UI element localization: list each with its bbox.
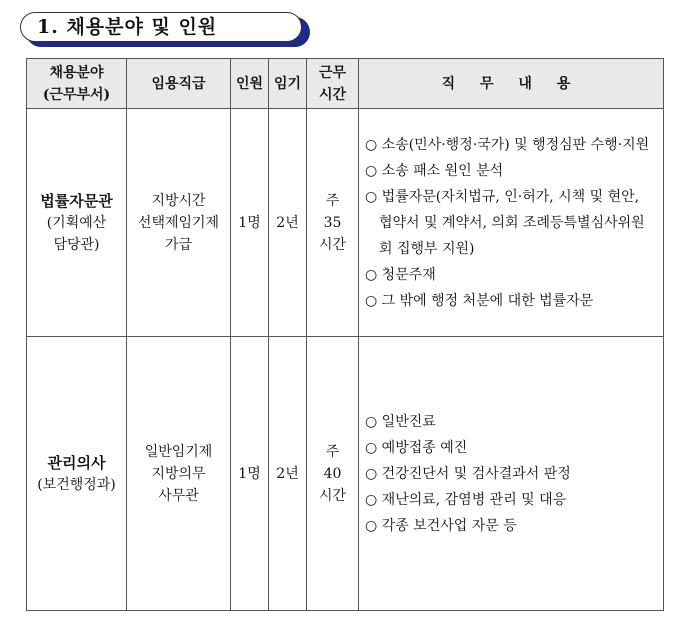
position-line1: 지방시간 bbox=[151, 192, 206, 209]
row-duties-cell bbox=[359, 109, 664, 337]
row-duties-cell bbox=[359, 337, 664, 611]
hours-line3: 시간 bbox=[318, 487, 347, 504]
row-count-cell: 1명 bbox=[231, 337, 269, 611]
position-line1: 일반임기제 bbox=[144, 443, 213, 460]
row-term-cell: 2년 bbox=[269, 337, 307, 611]
hours-line2: 35 bbox=[323, 214, 342, 231]
duty-item: ○ 법률자문(자치법규, 인·허가, 시책 및 현안, bbox=[365, 188, 640, 205]
hours-line2: 40 bbox=[323, 465, 342, 482]
duty-item: ○ 소송(민사·행정·국가) 및 행정심판 수행·지원 bbox=[365, 136, 650, 153]
header-position: 임용직급 bbox=[127, 59, 231, 109]
duty-item: ○ 일반진료 bbox=[365, 413, 436, 430]
hours-line1: 주 bbox=[325, 192, 340, 209]
header-count: 인원 bbox=[231, 59, 269, 109]
row-hours-cell bbox=[307, 109, 359, 337]
header-hours-line1: 근무 bbox=[318, 64, 347, 81]
duty-item: ○ 각종 보건사업 자문 등 bbox=[365, 517, 517, 534]
duty-item: ○ 소송 패소 원인 분석 bbox=[365, 162, 504, 179]
position-line2: 지방의무 bbox=[151, 465, 206, 482]
header-field-line1: 채용분야 bbox=[49, 64, 104, 81]
dept-line1: (기획예산 bbox=[46, 214, 107, 231]
header-field bbox=[27, 59, 127, 109]
duty-item: ○ 재난의료, 감염병 관리 및 대응 bbox=[365, 491, 567, 508]
duty-item: ○ 건강진단서 및 검사결과서 판정 bbox=[365, 465, 571, 482]
header-duty: 직 무 내 용 bbox=[359, 59, 664, 109]
duty-item: ○ 그 밖에 행정 처분에 대한 법률자문 bbox=[365, 292, 594, 309]
recruitment-table bbox=[26, 58, 664, 611]
field-name: 관리의사 bbox=[47, 453, 106, 472]
section-header bbox=[20, 12, 312, 48]
field-name: 법률자문관 bbox=[40, 191, 113, 210]
hours-line3: 시간 bbox=[318, 236, 347, 253]
table-row bbox=[27, 109, 664, 337]
hours-line1: 주 bbox=[325, 443, 340, 460]
table-row bbox=[27, 337, 664, 611]
header-hours bbox=[307, 59, 359, 109]
position-line3: 사무관 bbox=[158, 487, 199, 504]
row-count-cell: 1명 bbox=[231, 109, 269, 337]
table-header-row bbox=[27, 59, 664, 109]
duty-item-continuation: 협약서 및 계약서, 의회 조례등특별심사위원 bbox=[379, 214, 645, 231]
row-position-cell bbox=[127, 337, 231, 611]
row-field-cell bbox=[27, 337, 127, 611]
row-position-cell bbox=[127, 109, 231, 337]
dept-line2: 담당관) bbox=[53, 236, 100, 253]
duty-item: ○ 예방접종 예진 bbox=[365, 439, 468, 456]
dept-line1: (보건행정과) bbox=[37, 476, 116, 493]
duty-item: ○ 청문주재 bbox=[365, 266, 436, 283]
position-line3: 가급 bbox=[164, 236, 193, 253]
row-hours-cell bbox=[307, 337, 359, 611]
header-term: 임기 bbox=[269, 59, 307, 109]
row-term-cell: 2년 bbox=[269, 109, 307, 337]
position-line2: 선택제임기제 bbox=[137, 214, 220, 231]
section-title: 1. 채용분야 및 인원 bbox=[20, 12, 302, 42]
header-field-line2: (근무부서) bbox=[42, 86, 111, 103]
row-field-cell bbox=[27, 109, 127, 337]
duty-item-continuation: 회 집행부 지원) bbox=[379, 240, 475, 257]
header-hours-line2: 시간 bbox=[318, 86, 347, 103]
